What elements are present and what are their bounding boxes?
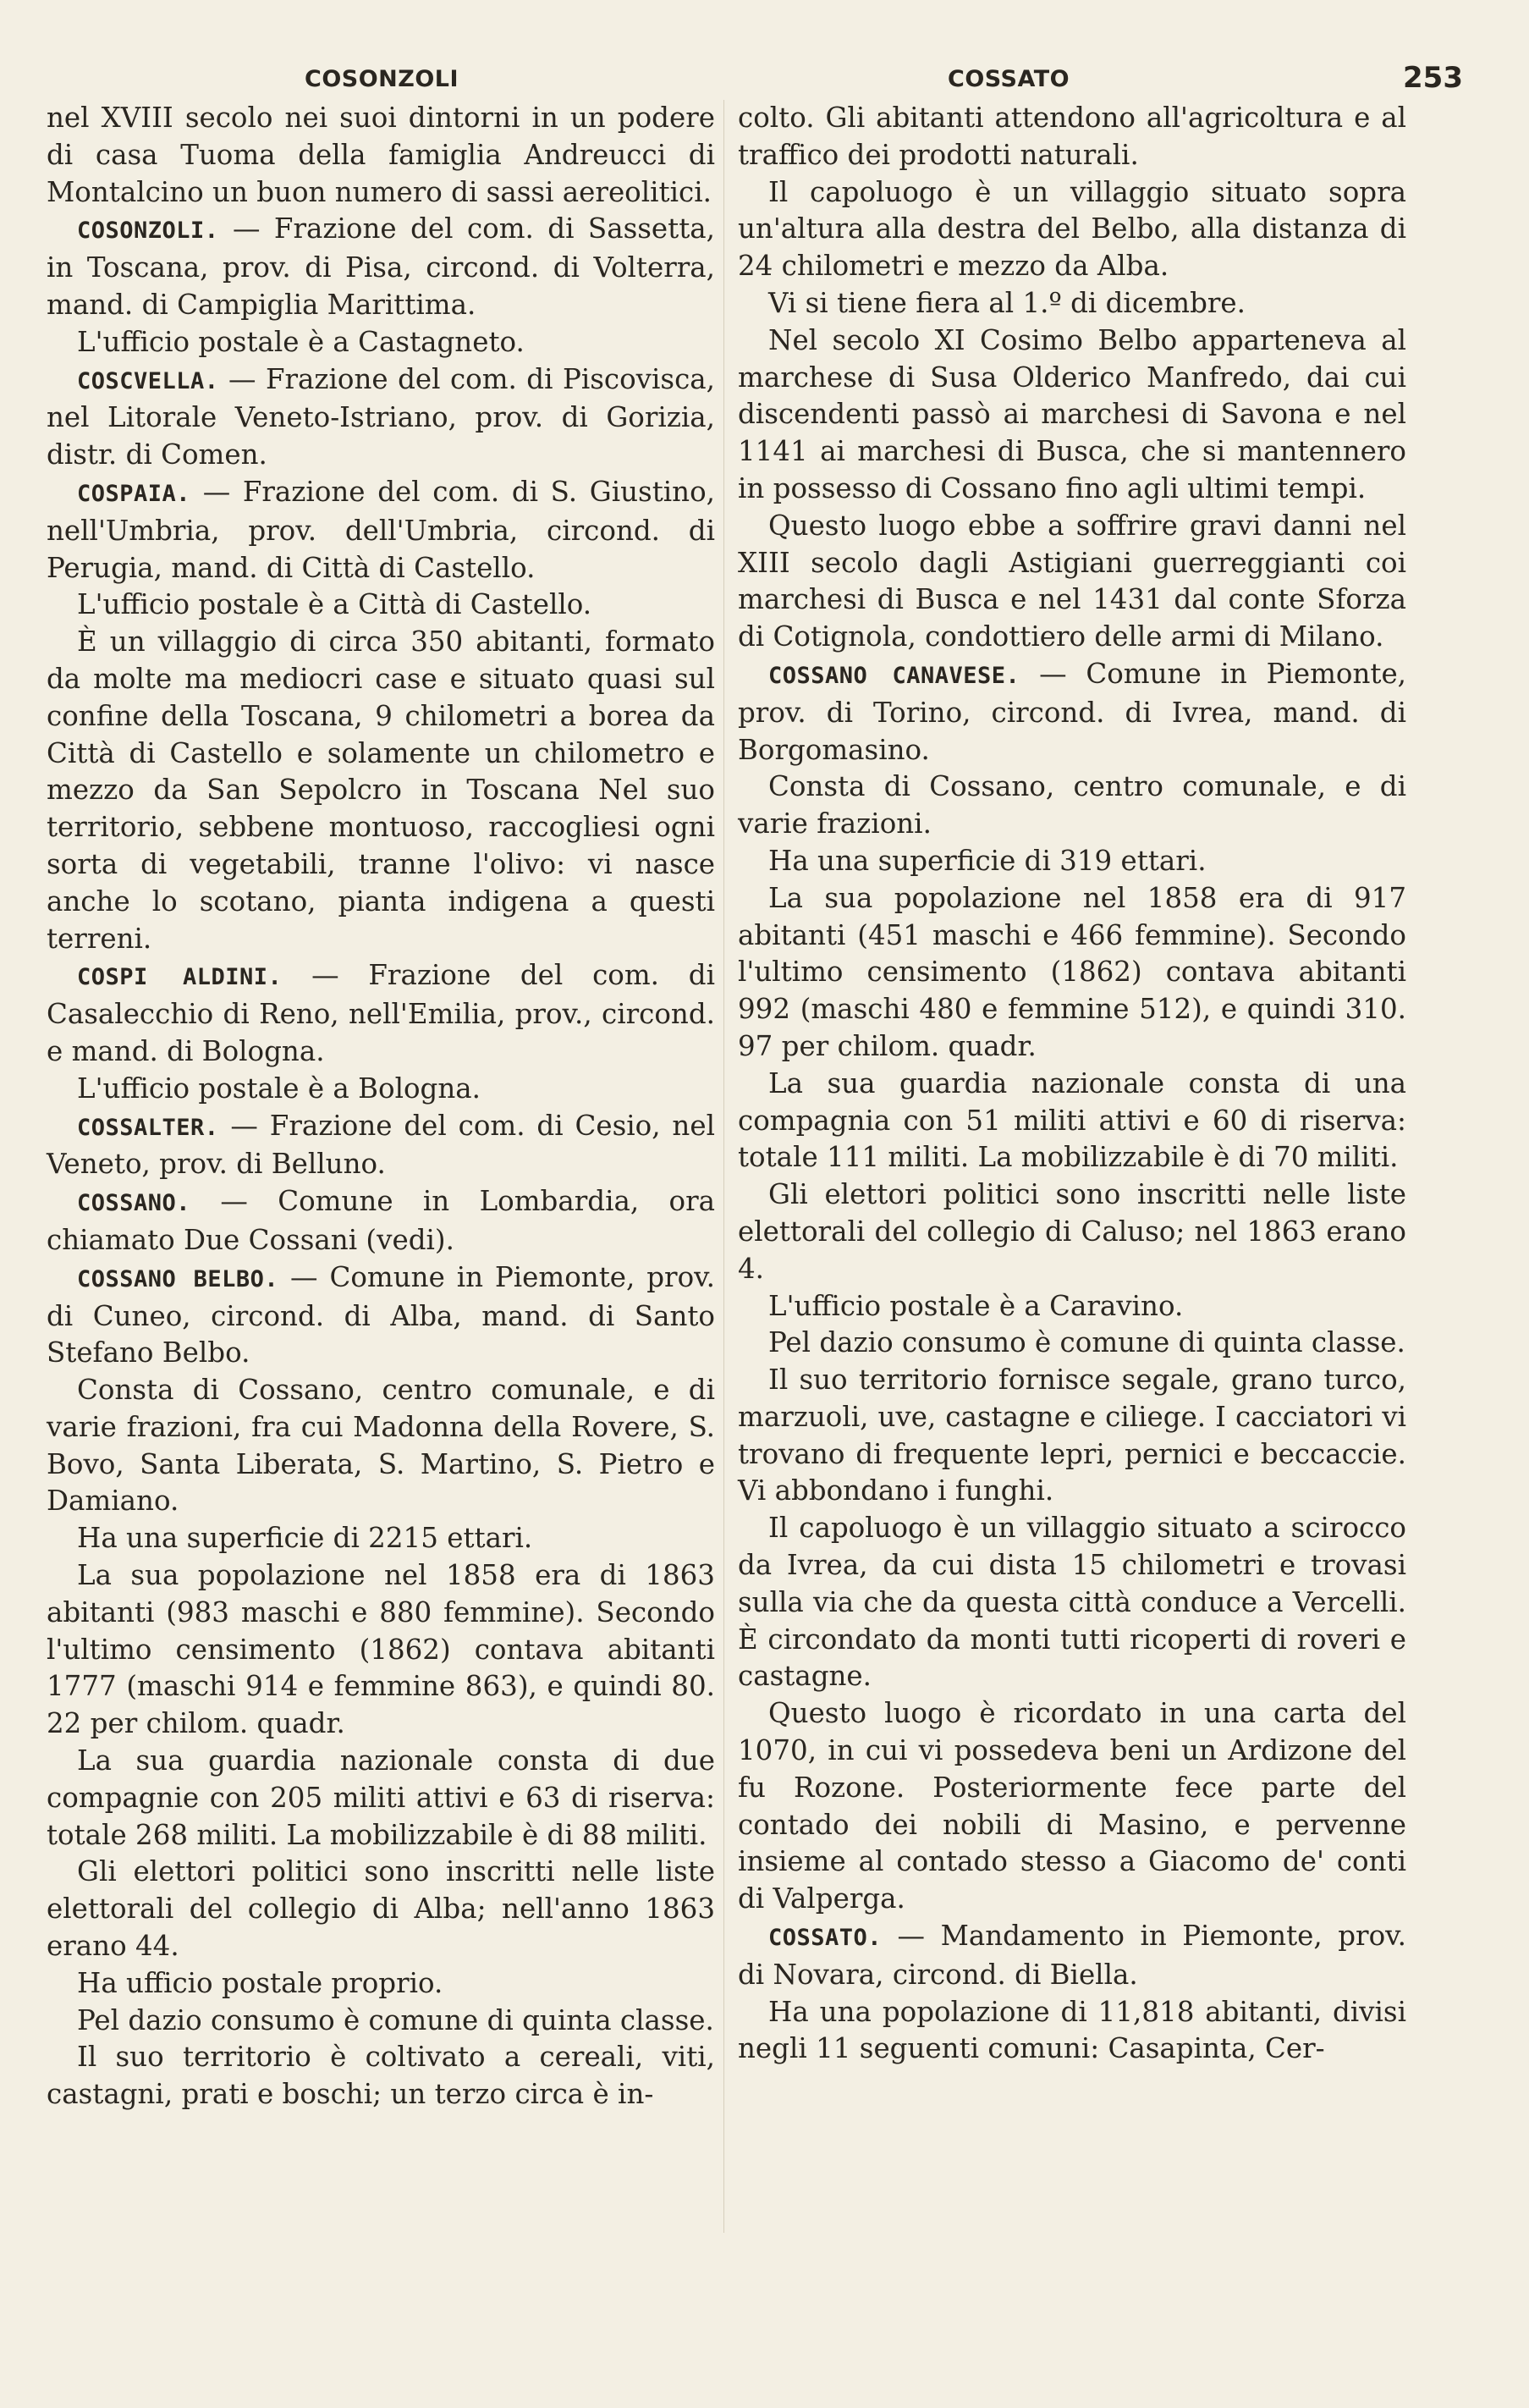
continued-paragraph: colto. Gli abitanti attendono all'agricoltura e al traffico dei prodotti naturali. bbox=[738, 102, 1406, 171]
gazetteer-entry bbox=[47, 361, 715, 474]
entry-text: — Frazione del com. di Piscovisca, nel Litorale Veneto-Istriano, prov. di Gorizia, distr. di Comen. bbox=[47, 362, 715, 471]
paragraph: Il suo territorio fornisce segale, grano turco, marzuoli, uve, castagne e ciliege. I cacciatori vi trovano di frequente lepri, pernici e beccaccie. Vi abbondano i funghi. bbox=[738, 1364, 1406, 1507]
gazetteer-entry bbox=[47, 474, 715, 587]
page-number: 253 bbox=[1403, 61, 1463, 95]
paragraph: Il capoluogo è un villaggio situato sopra un'altura alla destra del Belbo, alla distanza di 24 chilometri e mezzo da Alba. bbox=[738, 175, 1406, 283]
entry-headword: COSSATO. bbox=[768, 1925, 883, 1952]
paragraph: Ha una superficie di 319 ettari. bbox=[768, 844, 1207, 877]
paragraph: L'ufficio postale è a Bologna. bbox=[77, 1072, 481, 1105]
paragraph: L'ufficio postale è a Caravino. bbox=[768, 1289, 1184, 1322]
paragraph: Consta di Cossano, centro comunale, e di varie frazioni. bbox=[738, 770, 1406, 840]
entry-text: — Mandamento in Piemonte, prov. di Novara, circond. di Biella. bbox=[738, 1920, 1406, 1991]
entry-headword: COSONZOLI. bbox=[77, 218, 219, 245]
gazetteer-entry bbox=[47, 1183, 715, 1259]
paragraph: Questo luogo ebbe a soffrire gravi danni nel XIII secolo dagli Astigiani guerreggianti coi marchesi di Busca e nel 1431 dal conte Sforza di Cotignola, condottiero delle armi di Milano. bbox=[738, 509, 1406, 653]
entry-text: — Frazione del com. di Cesio, nel Veneto, prov. di Belluno. bbox=[47, 1109, 715, 1181]
paragraph: Il suo territorio è coltivato a cereali, viti, castagni, prati e boschi; un terzo circa è in- bbox=[47, 2041, 715, 2111]
paragraph: Gli elettori politici sono inscritti nelle liste elettorali del collegio di Caluso; nel 1863 erano 4. bbox=[738, 1178, 1406, 1285]
paragraph: Ha ufficio postale proprio. bbox=[77, 1966, 443, 1999]
gazetteer-entry bbox=[47, 1259, 715, 1372]
left-column bbox=[47, 100, 715, 2113]
running-head-left: COSONZOLI bbox=[305, 66, 459, 92]
running-head-right: COSSATO bbox=[948, 66, 1070, 92]
paragraph: La sua popolazione nel 1858 era di 1863 abitanti (983 maschi e 880 femmine). Secondo l'ultimo censimento (1862) contava abitanti 1777 (maschi 914 e femmine 863), e quindi 80. 22 per chilom. quadr. bbox=[47, 1559, 715, 1740]
paragraph: Il capoluogo è un villaggio situato a scirocco da Ivrea, da cui dista 15 chilometri e trovasi sulla via che da questa città conduce a Vercelli. È circondato da monti tutti ricoperti di roveri e castagne. bbox=[738, 1512, 1406, 1693]
paragraph: Questo luogo è ricordato in una carta del 1070, in cui vi possedeva beni un Ardizone del fu Rozone. Posteriormente fece parte del contado dei nobili di Masino, e pervenne insieme al contado stesso a Giacomo de' conti di Valperga. bbox=[738, 1697, 1406, 1915]
paragraph: Ha una popolazione di 11,818 abitanti, divisi negli 11 seguenti comuni: Casapinta, Cer- bbox=[738, 1995, 1406, 2065]
paragraph: L'ufficio postale è a Città di Castello. bbox=[77, 588, 592, 621]
gazetteer-entry bbox=[47, 957, 715, 1070]
entry-text: — Comune in Piemonte, prov. di Cuneo, circond. di Alba, mand. di Santo Stefano Belbo. bbox=[47, 1260, 716, 1369]
paragraph: Pel dazio consumo è comune di quinta classe. bbox=[768, 1326, 1405, 1359]
gazetteer-entry bbox=[47, 211, 715, 323]
gazetteer-entry bbox=[738, 1918, 1406, 1994]
gazetteer-entry bbox=[738, 656, 1406, 769]
paragraph: Vi si tiene fiera al 1.º di dicembre. bbox=[768, 286, 1246, 319]
paragraph: Consta di Cossano, centro comunale, e di varie frazioni, fra cui Madonna della Rovere, S. Bovo, Santa Liberata, S. Martino, S. Pietro e Damiano. bbox=[47, 1374, 715, 1518]
paragraph: Nel secolo XI Cosimo Belbo apparteneva al marchese di Susa Olderico Manfredo, dai cui discendenti passò ai marchesi di Savona e nel 1141 ai marchesi di Busca, che si mantennero in possesso di Cossano fino agli ultimi tempi. bbox=[738, 323, 1406, 504]
paragraph: L'ufficio postale è a Castagneto. bbox=[77, 325, 525, 358]
paragraph: È un villaggio di circa 350 abitanti, formato da molte ma mediocri case e situato quasi sul confine della Toscana, 9 chilometri a borea da Città di Castello e solamente un chilometro e mezzo da San Sepolcro in Toscana Nel suo territorio, sebbene montuoso, raccogliesi ogni sorta di vegetabili, tranne l'olivo: vi nasce anche lo scotano, pianta indigena a questi terreni. bbox=[47, 625, 715, 955]
entry-headword: COSPI ALDINI. bbox=[77, 964, 283, 991]
right-column bbox=[738, 100, 1406, 2068]
paragraph: Pel dazio consumo è comune di quinta classe. bbox=[77, 2003, 714, 2036]
entry-headword: COSSALTER. bbox=[77, 1114, 219, 1141]
entry-text: — Frazione del com. di Casalecchio di Reno, nell'Emilia, prov., circond. e mand. di Bologna. bbox=[47, 959, 715, 1067]
entry-headword: COSSANO CANAVESE. bbox=[768, 662, 1020, 689]
paragraph: Ha una superficie di 2215 ettari. bbox=[77, 1522, 533, 1555]
paragraph: La sua guardia nazionale consta di due compagnie con 205 militi attivi e 63 di riserva: totale 268 militi. La mobilizzabile è di 88 militi. bbox=[47, 1744, 715, 1851]
column-divider bbox=[723, 100, 724, 2233]
entry-headword: COSSANO BELBO. bbox=[77, 1265, 279, 1292]
entry-text: — Comune in Piemonte, prov. di Torino, circond. di Ivrea, mand. di Borgomasino. bbox=[738, 657, 1407, 766]
entry-text: — Comune in Lombardia, ora chiamato Due Cossani (vedi). bbox=[47, 1185, 715, 1256]
paragraph: La sua guardia nazionale consta di una compagnia con 51 militi attivi e 60 di riserva: totale 111 militi. La mobilizzabile è di 70 militi. bbox=[738, 1066, 1406, 1174]
entry-headword: COSSANO. bbox=[77, 1190, 191, 1217]
paragraph: Gli elettori politici sono inscritti nelle liste elettorali del collegio di Alba; nell'anno 1863 erano 44. bbox=[47, 1855, 715, 1963]
gazetteer-entry bbox=[47, 1108, 715, 1184]
paragraph: La sua popolazione nel 1858 era di 917 abitanti (451 maschi e 466 femmine). Secondo l'ultimo censimento (1862) contava abitanti 992 (maschi 480 e femmine 512), e quindi 310. 97 per chilom. quadr. bbox=[738, 881, 1406, 1062]
entry-text: — Frazione del com. di Sassetta, in Toscana, prov. di Pisa, circond. di Volterra, mand. di Campiglia Marittima. bbox=[47, 212, 715, 321]
entry-headword: COSPAIA. bbox=[77, 480, 191, 507]
entry-headword: COSCVELLA. bbox=[77, 367, 219, 394]
entry-text: — Frazione del com. di S. Giustino, nell'Umbria, prov. dell'Umbria, circond. di Perugia, mand. di Città di Castello. bbox=[47, 475, 715, 584]
continued-paragraph: nel XVIII secolo nei suoi dintorni in un podere di casa Tuoma della famiglia Andreucci di Montalcino un buon numero di sassi aereolitici. bbox=[47, 102, 715, 208]
